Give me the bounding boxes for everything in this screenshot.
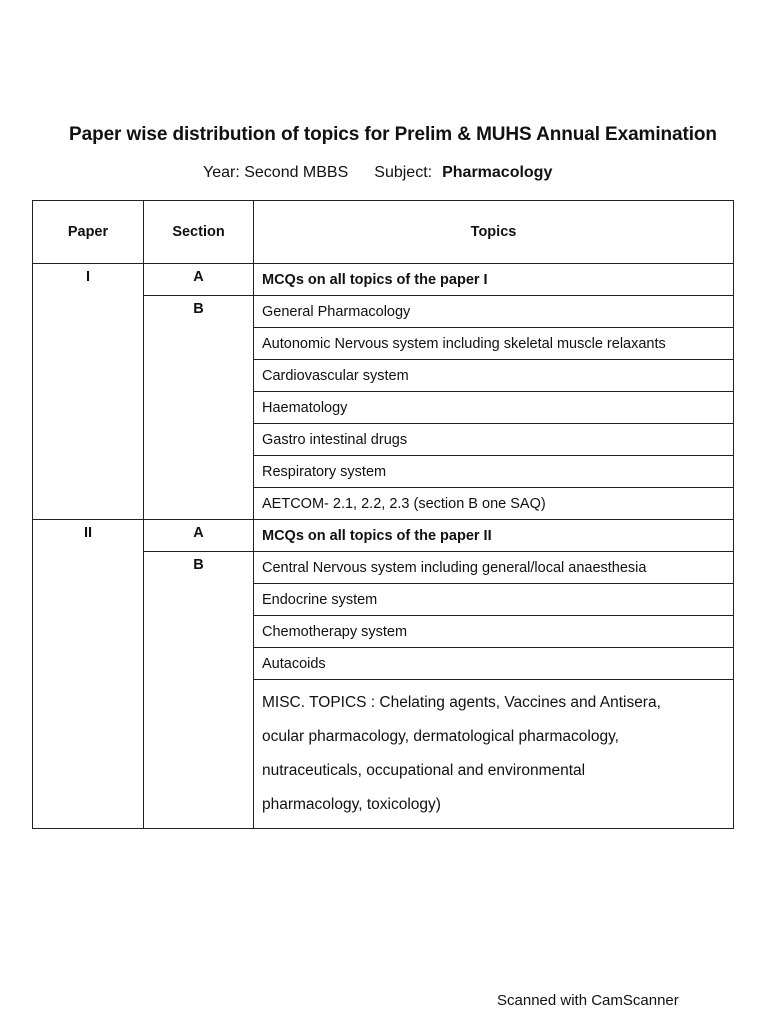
topics-table [32, 200, 734, 829]
topic-cell: General Pharmacology [254, 296, 734, 328]
scanner-watermark: Scanned with CamScanner [497, 992, 679, 1009]
header-section: Section [144, 201, 254, 264]
subject-value: Pharmacology [442, 164, 553, 181]
topic-cell: Chemotherapy system [254, 616, 734, 648]
document-title: Paper wise distribution of topics for Prelim & MUHS Annual Examination [69, 124, 717, 145]
misc-line: pharmacology, toxicology) [262, 796, 441, 813]
subject-label: Subject: [374, 164, 433, 181]
topic-cell: Autonomic Nervous system including skeletal muscle relaxants [254, 328, 734, 360]
misc-line: nutraceuticals, occupational and environmental [262, 762, 586, 779]
topic-cell: Endocrine system [254, 584, 734, 616]
misc-line: ocular pharmacology, dermatological pharmacology, [262, 728, 619, 745]
section-cell: B [144, 552, 254, 829]
misc-line: MISC. TOPICS : Chelating agents, Vaccines and Antisera, [262, 694, 661, 711]
topic-cell: Central Nervous system including general/local anaesthesia [254, 552, 734, 584]
subtitle-line [203, 164, 552, 182]
header-topics: Topics [254, 201, 734, 264]
section-cell: B [144, 296, 254, 520]
topic-cell: Haematology [254, 392, 734, 424]
header-paper: Paper [33, 201, 144, 264]
paper-cell: I [33, 264, 144, 520]
topic-cell: AETCOM- 2.1, 2.2, 2.3 (section B one SAQ) [254, 488, 734, 520]
table-row [33, 264, 734, 296]
year-text: Year: Second MBBS [203, 164, 349, 181]
topic-cell: Gastro intestinal drugs [254, 424, 734, 456]
paper-cell: II [33, 520, 144, 829]
section-cell: A [144, 264, 254, 296]
topic-cell: MCQs on all topics of the paper I [254, 264, 734, 296]
topic-cell: Autacoids [254, 648, 734, 680]
topic-cell: Cardiovascular system [254, 360, 734, 392]
table-row [33, 520, 734, 552]
misc-topics-cell [254, 680, 734, 829]
section-cell: A [144, 520, 254, 552]
table-header-row [33, 201, 734, 264]
topic-cell: Respiratory system [254, 456, 734, 488]
topic-cell: MCQs on all topics of the paper II [254, 520, 734, 552]
